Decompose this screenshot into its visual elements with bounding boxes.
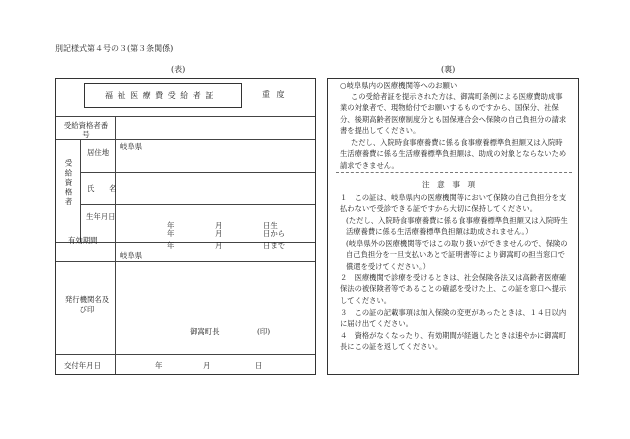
birth-label: 生年月日 [86,212,116,221]
form-heading: 別記様式第４号の３(第３条関係) [55,44,174,53]
birth-month: 月 [215,221,223,230]
note-4: ４ 資格がなくなったり、有効期間が経過したときは速やかに御嵩町長にこの証を返してください。 [340,331,567,352]
certificate-title-box [84,83,242,108]
back-face [327,78,579,375]
seal-mark: (印) [257,327,271,336]
validity-to: 日まで [263,241,286,250]
copy-label: 重 度 [262,90,287,99]
validity-from: 日から [263,229,286,238]
certificate-title: 福 祉 医 療 費 受 給 者 証 [105,91,215,100]
note-1-sub-1-text: 入院時食事療養費に係る食事療養標準負担額又は入院時生活療養費に係る生活療養標準負担額は助成されません。） [346,216,568,237]
recipient-group-label: 受給資格者 [64,159,73,207]
birth-year: 年 [167,221,175,230]
validity-to-year: 年 [167,241,175,250]
recipient-number-label: 受給資格者番 号 [63,121,109,139]
note-2: ２ 医療機関で診療を受けるときは、社会保険各法又は高齢者医療確保法の被保険者等であることの確認を受けた上、この証を窓口へ提示してください。 [340,273,567,305]
note-1: １ この証は、岐阜県内の医療機関等において保険の自己負担分を支払わないで受診できる証ですから大切に保持してください。 [340,193,567,214]
note-1-sub-2: (岐阜県外の医療機関等ではこの取り扱いができませんので、保険の自己負担分を一旦支払いあとで証明書等により御嵩町の担当窓口で償還を受けてください。） [346,239,568,271]
back-side-label: (裏) [441,65,456,74]
notes-heading: 注 意 事 項 [422,180,476,189]
issue-year: 年 [155,361,163,370]
name-label: 氏 名 [87,184,117,193]
issue-month: 月 [203,361,211,370]
request-heading: ○岐阜県内の医療機関等へのお願い [340,81,458,90]
note-3: ３ この証の記載事項は加入保険の変更があったときは、１４日以内に届け出てください。 [340,308,567,329]
issuer-label: 発行機関名及び印 [64,295,110,314]
note-1-sub-1 [346,215,570,238]
issuer-prefecture: 岐阜県 [120,251,143,260]
issue-day: 日 [255,361,263,370]
validity-from-month: 月 [215,229,223,238]
dashed-divider [336,172,572,173]
issue-date-label: 交付年月日 [64,361,101,370]
birth-day: 日生 [263,221,278,230]
validity-to-month: 月 [215,241,223,250]
address-label: 居住地 [87,148,110,157]
request-paragraph-2: ただし、入院時食事療養費に係る食事療養標準負担額又は入院時生活療養費に係る生活療養標準負担額は、助成の対象とならないため請求できません。 [340,138,567,170]
note-1-sub-prefix: (ただし、 [346,216,379,225]
request-paragraph-1: この受給者証を提示された方は、御嵩町条例による医療費助成事業の対象者で、現物給付でお願いするものですから、国保分、社保分、後期高齢者医療制度分とも国保連合会へ保険の自己負担分の請求書を提出してください。 [340,92,567,136]
address-value: 岐阜県 [120,142,143,151]
front-face [55,78,316,375]
validity-label: 有効期間 [68,236,98,245]
validity-from-year: 年 [167,229,175,238]
issuer-town: 御嵩町長 [190,327,220,336]
front-side-label: (表) [171,65,186,74]
